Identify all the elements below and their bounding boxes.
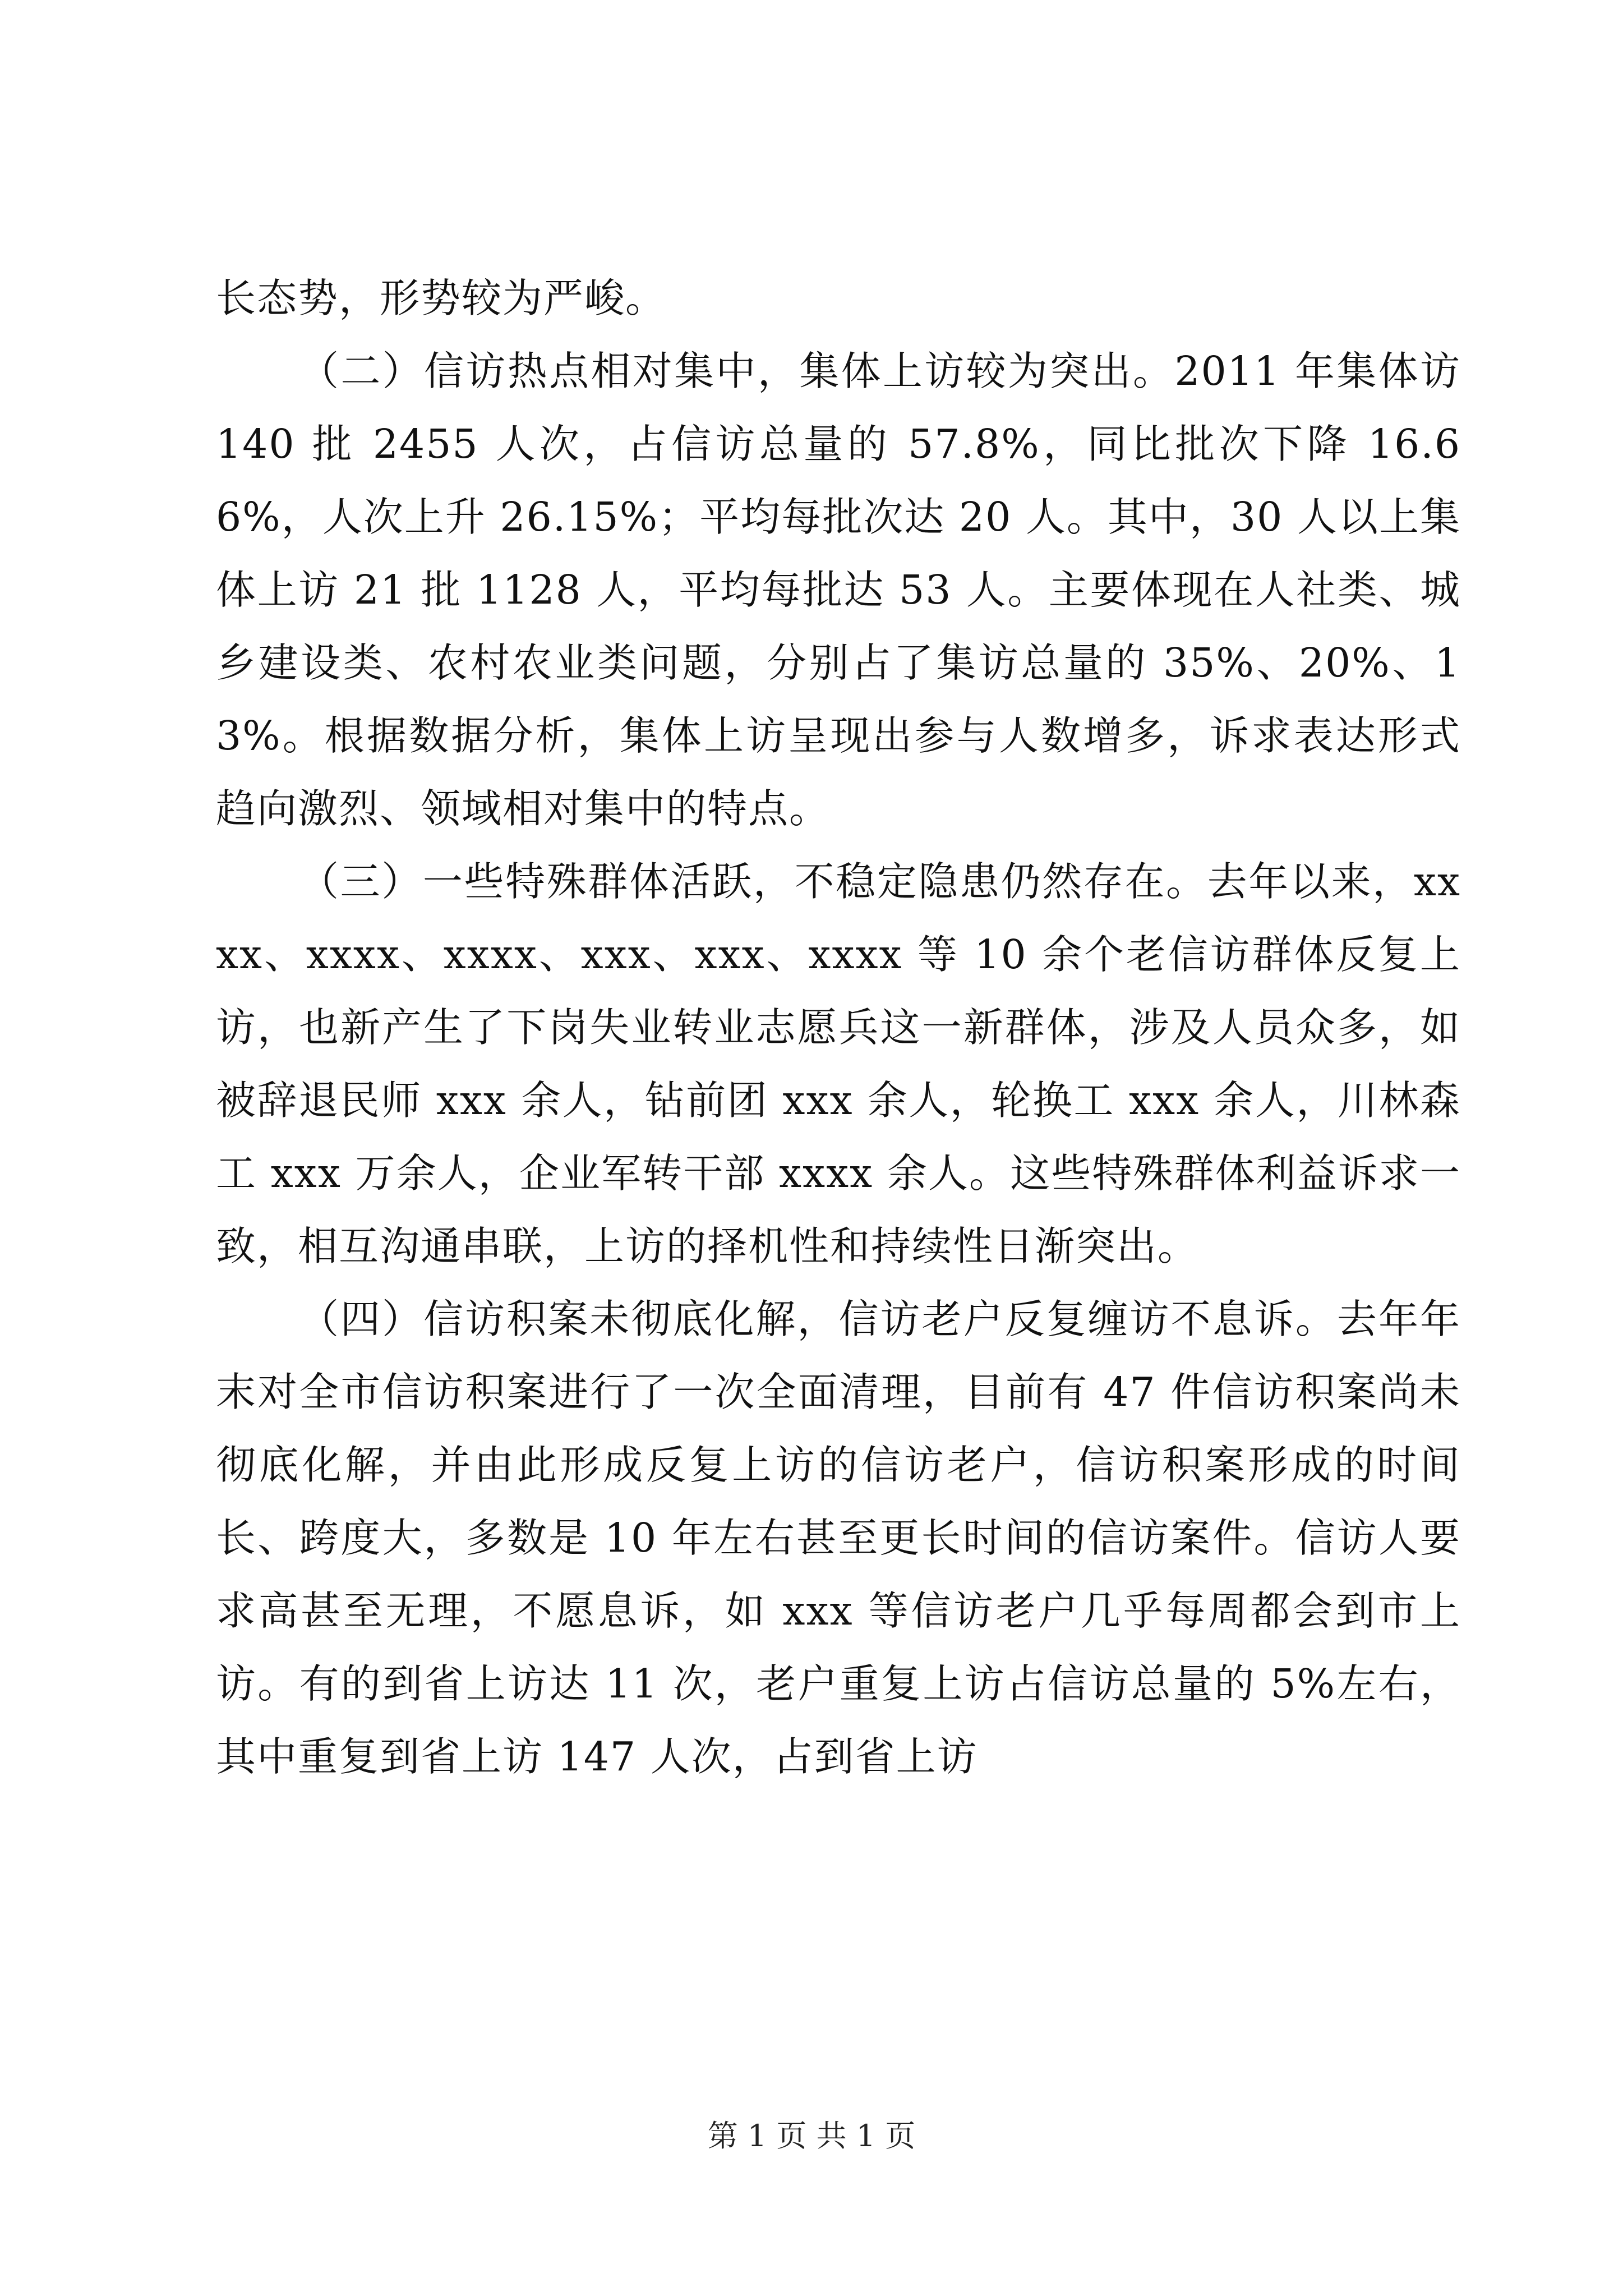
document-body <box>216 262 1461 1793</box>
paragraph-continuation: 长态势，形势较为严峻。 <box>216 275 667 321</box>
paragraph-special-groups: （三）一些特殊群体活跃，不稳定隐患仍然存在。去年以来，xxxx、xxxx、xxxx、xxx、xxx、xxxx 等 10 余个老信访群体反复上访，也新产生了下岗失业转业志愿兵这一新群体，涉及人员众多，如被辞退民师 xxx 余人，钻前团 xxx 余人，轮换工 xxx 余人，川林森工 xxx 万余人，企业军转干部 xxxx 余人。这些特殊群体利益诉求一致，相互沟通串联，上访的择机性和持续性日渐突出。 <box>216 858 1461 1269</box>
paragraph-backlog-cases: （四）信访积案未彻底化解，信访老户反复缠访不息诉。去年年末对全市信访积案进行了一次全面清理，目前有 47 件信访积案尚未彻底化解，并由此形成反复上访的信访老户，信访积案形成的时间长、跨度大，多数是 10 年左右甚至更长时间的信访案件。信访人要求高甚至无理，不愿息诉，如 xxx 等信访老户几乎每周都会到市上访。有的到省上访达 11 次，老户重复上访占信访总量的 5%左右，其中重复到省上访 147 人次，占到省上访 <box>216 1296 1461 1780</box>
paragraph-collective-petitions: （二）信访热点相对集中，集体上访较为突出。2011 年集体访 140 批 2455 人次，占信访总量的 57.8%，同比批次下降 16.66%，人次上升 26.15%；平均每批次达 20 人。其中，30 人以上集体上访 21 批 1128 人，平均每批达 53 人。主要体现在人社类、城乡建设类、农村农业类问题，分别占了集访总量的 35%、20%、13%。根据数据分析，集体上访呈现出参与人数增多，诉求表达形式趋向激烈、领域相对集中的特点。 <box>216 348 1461 832</box>
page-footer: 第 1 页 共 1 页 <box>707 2118 916 2154</box>
